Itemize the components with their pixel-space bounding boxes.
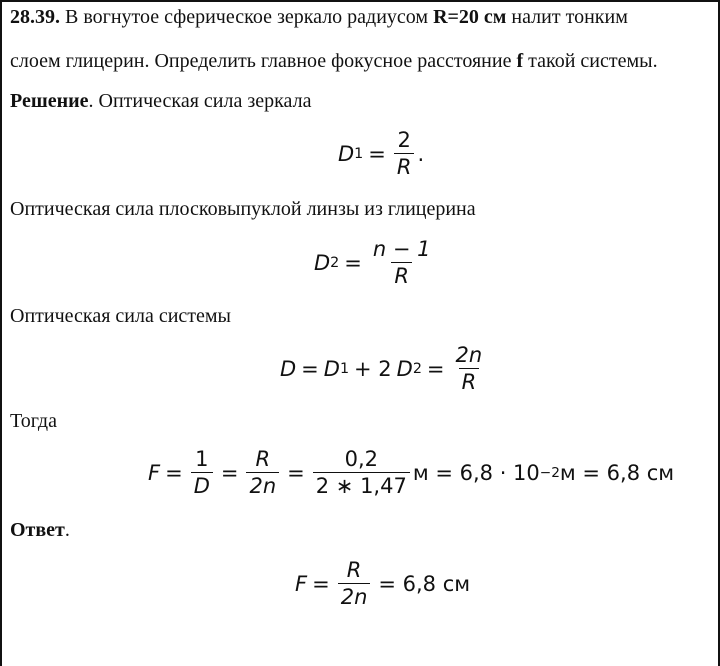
problem-line-2 — [10, 50, 658, 73]
eq5-lhs: F — [295, 571, 308, 596]
eq4-fraction-1 — [191, 448, 213, 497]
eq5-result: = 6,8 см — [378, 571, 471, 596]
problem-text-a: В вогнутое сферическое зеркало радиусом — [60, 6, 434, 28]
solution-label: Решение — [10, 90, 89, 112]
eq2-fraction — [370, 238, 434, 287]
eq4-equals-2: = — [220, 460, 239, 485]
eq4-f2-denominator: 2n — [246, 472, 279, 497]
eq1-fraction — [394, 129, 415, 178]
eq4-fraction-3 — [313, 448, 410, 497]
then-text: Тогда — [10, 410, 57, 432]
radius-value: R=20 см — [433, 6, 507, 28]
eq4-exponent: −2 — [539, 464, 560, 481]
eq2-numerator: n − 1 — [372, 237, 431, 261]
eq4-f1-denominator: D — [191, 472, 213, 497]
eq3-denominator: R — [459, 368, 480, 393]
eq4-f3-numerator: 0,2 — [344, 447, 378, 471]
solution-header — [10, 90, 311, 113]
problem-line2-b: такой системы. — [523, 50, 658, 72]
eq5-denominator: 2n — [338, 583, 371, 608]
eq4-unit-1: м = 6,8 · 10 — [412, 460, 540, 485]
equation-system-power — [280, 344, 488, 393]
answer-suffix: . — [64, 519, 70, 541]
equation-lens-power — [314, 238, 436, 287]
eq3-term2-sub: 2 — [412, 360, 422, 377]
equation-mirror-power — [338, 129, 424, 178]
problem-text-b: налит тонким — [506, 6, 628, 28]
eq2-equals: = — [344, 250, 362, 275]
eq2-denominator: R — [391, 262, 412, 287]
eq1-tail: . — [417, 141, 425, 166]
eq2-lhs: D — [314, 250, 331, 275]
problem-line2-a: слоем глицерин. Определить главное фокусное расстояние — [10, 50, 517, 72]
system-text: Оптическая сила системы — [10, 305, 231, 327]
answer-header — [10, 519, 70, 542]
eq1-denominator: R — [394, 153, 415, 178]
eq2-lhs-sub: 2 — [330, 254, 340, 271]
problem-line-1 — [10, 6, 628, 29]
eq4-equals-1: = — [165, 460, 183, 485]
focal-symbol: f — [516, 50, 524, 72]
eq3-plus: + 2 — [354, 356, 392, 381]
equation-focal-length — [148, 448, 674, 497]
eq4-equals-3: = — [287, 460, 305, 485]
eq3-lhs: D — [280, 356, 297, 381]
eq5-equals: = — [312, 571, 330, 596]
eq3-equals-2: = — [426, 356, 445, 381]
eq3-numerator: 2n — [455, 343, 483, 367]
eq4-f3-denominator: 2 ∗ 1,47 — [313, 472, 410, 497]
eq4-lhs: F — [148, 460, 161, 485]
eq3-term1-sub: 1 — [339, 360, 350, 377]
eq3-term1: D — [323, 356, 340, 381]
eq4-f1-numerator: 1 — [195, 447, 209, 471]
eq5-numerator: R — [346, 558, 362, 582]
eq4-unit-2: м = 6,8 см — [559, 460, 675, 485]
eq3-term2: D — [396, 356, 413, 381]
lens-text: Оптическая сила плосковыпуклой линзы из глицерина — [10, 198, 476, 220]
eq1-numerator: 2 — [397, 128, 411, 152]
eq4-fraction-2 — [246, 448, 279, 497]
eq1-lhs: D — [338, 141, 355, 166]
eq3-equals-1: = — [301, 356, 319, 381]
eq1-equals: = — [368, 141, 386, 166]
eq4-f2-numerator: R — [255, 447, 271, 471]
solution-intro: . Оптическая сила зеркала — [88, 90, 312, 112]
eq1-lhs-sub: 1 — [354, 145, 364, 162]
eq5-fraction — [338, 559, 371, 608]
answer-label: Ответ — [10, 519, 65, 541]
equation-answer — [295, 559, 475, 608]
eq3-fraction — [453, 344, 486, 393]
problem-number: 28.39. — [10, 6, 60, 28]
